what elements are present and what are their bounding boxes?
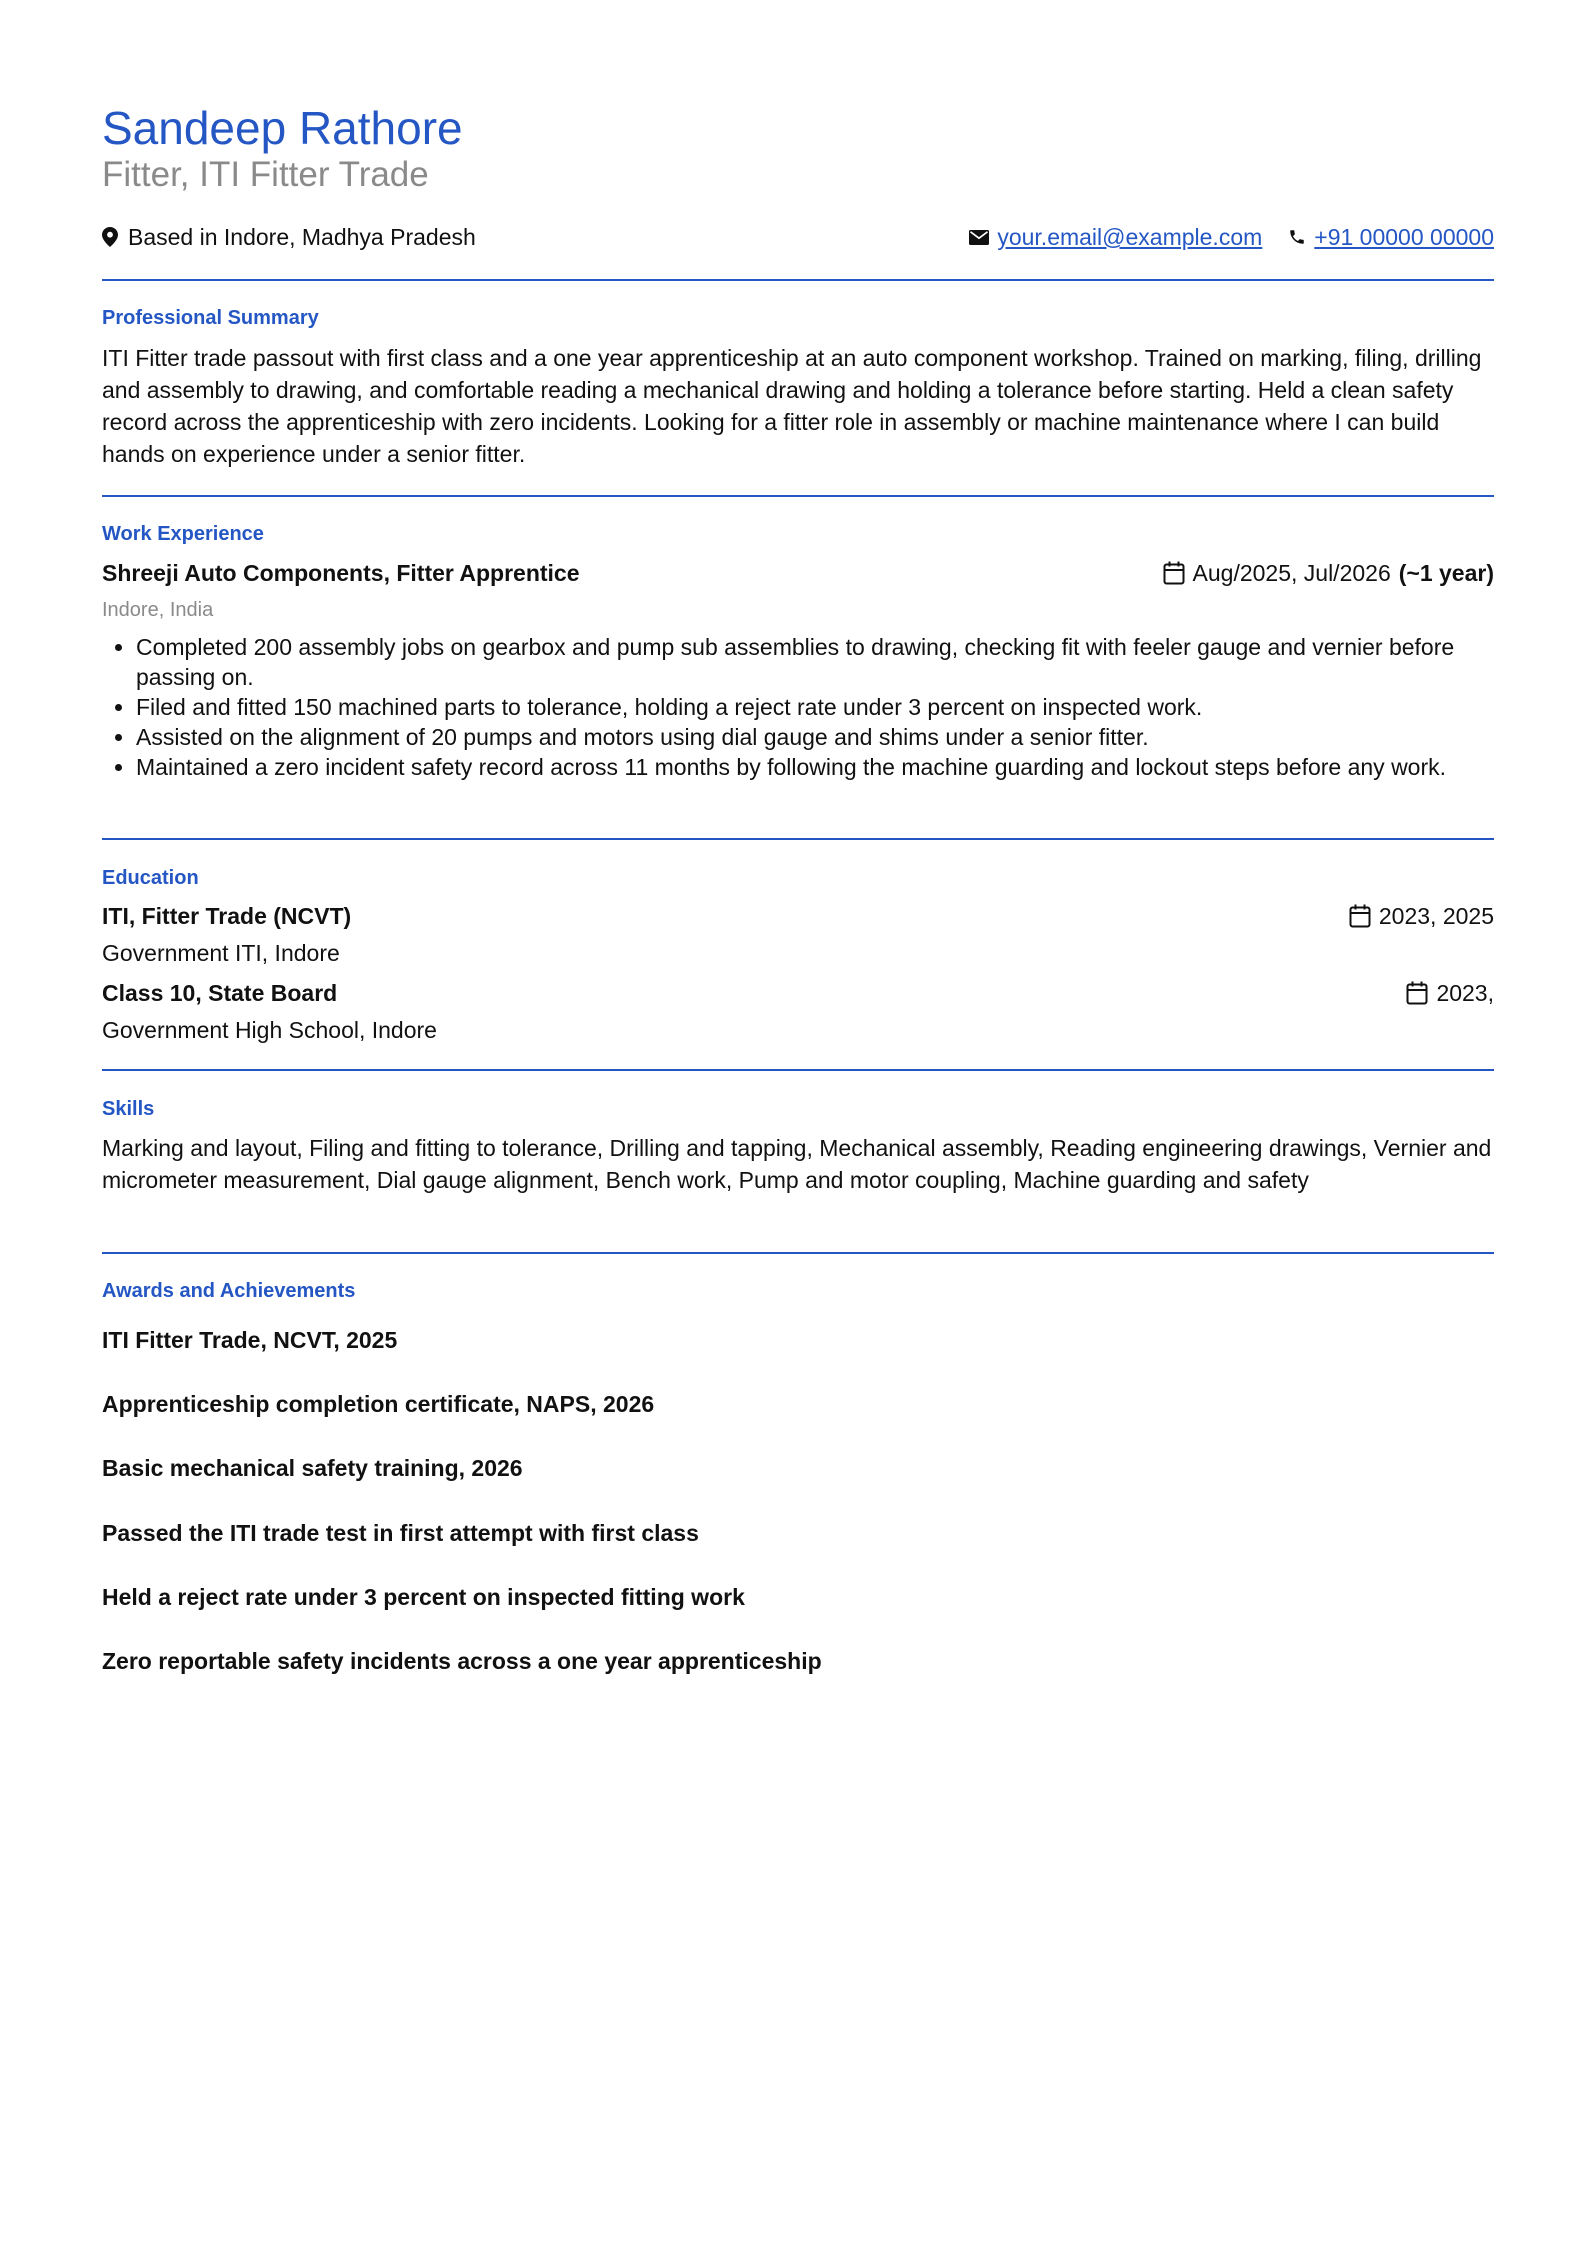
company-name: Shreeji Auto Components (102, 560, 384, 586)
education-school: Government High School, Indore (102, 1017, 437, 1043)
job-role: Fitter Apprentice (396, 560, 580, 586)
list-item: • Maintained a zero incident safety record across 11 months by following the machine guarding and lockout steps before any work. (136, 752, 1494, 782)
calendar-icon (1349, 904, 1371, 928)
phone-icon (1288, 228, 1306, 246)
contact-bar (102, 219, 1494, 255)
award-item: Basic mechanical safety training, 2026 (102, 1455, 523, 1481)
section-divider (102, 1252, 1494, 1254)
list-item: • Completed 200 assembly jobs on gearbox and pump sub assemblies to drawing, checking fit with feeler gauge and vernier before passing on. (136, 632, 1494, 692)
calendar-icon (1406, 981, 1428, 1005)
education-entry (102, 976, 1494, 1010)
phone-link[interactable]: +91 00000 00000 (1314, 224, 1494, 250)
award-item: Held a reject rate under 3 percent on inspected fitting work (102, 1584, 745, 1610)
education-date-text: 2023, (1436, 980, 1494, 1006)
education-dates (1349, 899, 1494, 933)
education-dates (1406, 976, 1494, 1010)
candidate-title: Fitter, ITI Fitter Trade (102, 155, 429, 194)
skills-text: Marking and layout, Filing and fitting to tolerance, Drilling and tapping, Mechanical assembly, Reading engineering drawings, Vernier and micrometer measurement, Dial gauge alignment, Bench work, Pump and motor coupling, Machine guarding and safety (102, 1135, 1492, 1193)
award-item: Apprenticeship completion certificate, NAPS, 2026 (102, 1391, 655, 1417)
calendar-icon (1163, 561, 1185, 585)
section-divider (102, 279, 1494, 281)
job-date-range: Aug/2025, Jul/2026 (1192, 560, 1391, 586)
education-date-text: 2023, 2025 (1378, 903, 1494, 929)
location (102, 219, 476, 255)
contact-links (969, 219, 1494, 255)
location-text: Based in Indore, Madhya Pradesh (128, 224, 476, 250)
section-divider (102, 1069, 1494, 1071)
education-entry (102, 899, 1494, 933)
candidate-name: Sandeep Rathore (102, 102, 463, 154)
summary-text: ITI Fitter trade passout with first class and a one year apprenticeship at an auto component workshop. Trained on marking, filing, drilling and assembly to drawing, and comfortable reading a mechanical drawing and holding a tolerance before starting. Held a clean safety record across the apprenticeship with zero incidents. Looking for a fitter role in assembly or machine maintenance where I can build hands on experience under a senior fitter. (102, 345, 1482, 467)
email-link[interactable]: your.email@example.com (997, 224, 1263, 250)
map-pin-icon (102, 227, 118, 247)
job-header (102, 556, 1494, 590)
award-item: Passed the ITI trade test in first attempt with first class (102, 1520, 699, 1546)
education-heading: Education (102, 867, 199, 889)
job-title-line (102, 556, 580, 590)
section-divider (102, 838, 1494, 840)
education-school: Government ITI, Indore (102, 940, 340, 966)
section-divider (102, 495, 1494, 497)
summary-heading: Professional Summary (102, 307, 319, 329)
envelope-icon (969, 230, 989, 245)
education-degree: Class 10, State Board (102, 980, 338, 1006)
job-separator: , (383, 560, 397, 586)
awards-heading: Awards and Achievements (102, 1280, 356, 1302)
education-degree: ITI, Fitter Trade (NCVT) (102, 903, 352, 929)
list-item: • Filed and fitted 150 machined parts to tolerance, holding a reject rate under 3 percent on inspected work. (136, 692, 1494, 722)
experience-heading: Work Experience (102, 523, 264, 545)
job-bullets (102, 632, 1494, 782)
job-location: Indore, India (102, 599, 214, 621)
job-dates (1163, 556, 1494, 590)
job-duration: (~1 year) (1398, 560, 1494, 586)
skills-heading: Skills (102, 1098, 155, 1120)
award-item: ITI Fitter Trade, NCVT, 2025 (102, 1327, 398, 1353)
award-item: Zero reportable safety incidents across a one year apprenticeship (102, 1648, 822, 1674)
list-item: • Assisted on the alignment of 20 pumps and motors using dial gauge and shims under a senior fitter. (136, 722, 1494, 752)
